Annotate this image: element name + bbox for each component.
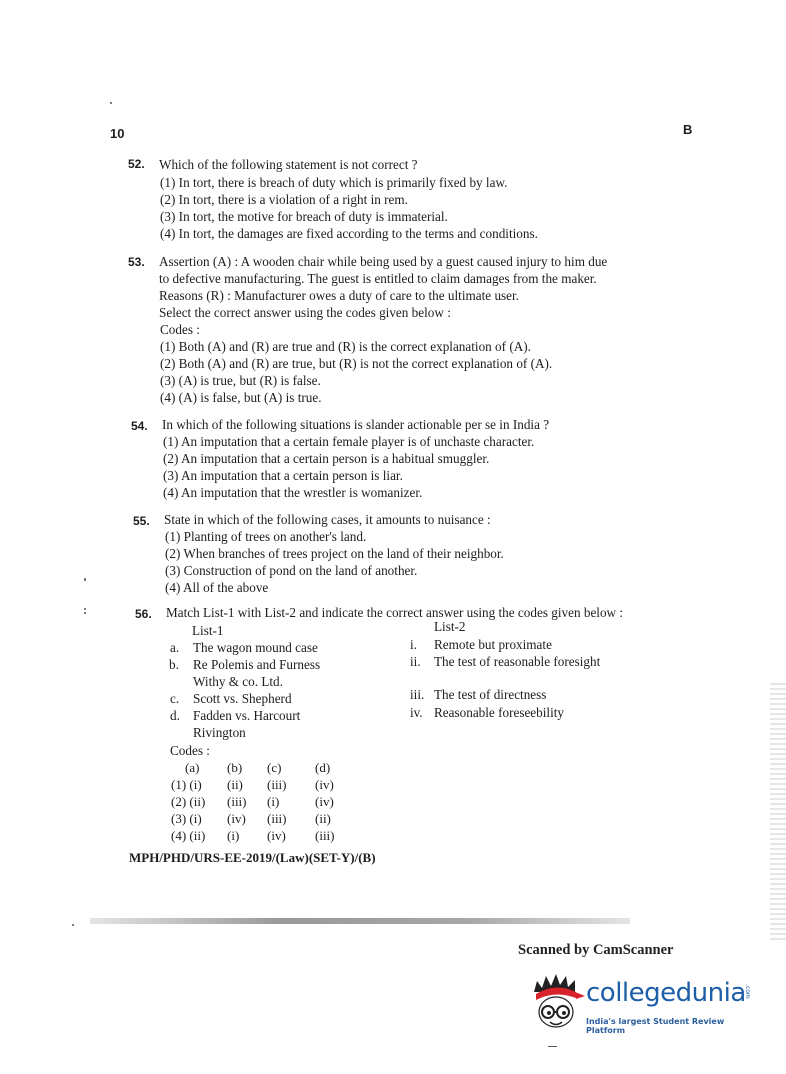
list2-label-iii: iii. [410, 687, 425, 702]
code-cell: (ii) [227, 777, 243, 792]
codes-table [171, 759, 335, 844]
list2-item-ii: The test of reasonable foresight [434, 654, 601, 669]
question-number: 55. [133, 514, 150, 528]
code-cell: (i) [189, 811, 202, 826]
scan-speck [548, 1046, 557, 1047]
option-3: (3) In tort, the motive for breach of duty is immaterial. [160, 209, 448, 224]
question-text-line: Reasons (R) : Manufacturer owes a duty of care to the ultimate user. [159, 288, 519, 303]
question-text: State in which of the following cases, it amounts to nuisance : [164, 512, 491, 527]
codes-header-d: (d) [315, 760, 331, 775]
codes-header-b: (b) [227, 760, 243, 775]
scan-speck [72, 924, 74, 926]
code-cell: (ii) [189, 828, 206, 843]
scanner-watermark: Scanned by CamScanner [518, 942, 674, 958]
code-cell: (iii) [315, 828, 335, 843]
list2-label-iv: iv. [410, 705, 423, 720]
codes-header-row [171, 759, 335, 776]
code-cell: (i) [267, 794, 280, 809]
code-option-number: (4) [171, 828, 187, 843]
list1-heading: List-1 [192, 623, 224, 638]
option-1: (1) An imputation that a certain female player is of unchaste character. [163, 434, 535, 449]
code-cell: (ii) [315, 811, 331, 826]
code-cell: (iv) [315, 794, 334, 809]
list1-label-d: d. [170, 708, 180, 723]
option-2: (2) Both (A) and (R) are true, but (R) is not the correct explanation of (A). [160, 356, 553, 371]
option-1: (1) Both (A) and (R) are true and (R) is the correct explanation of (A). [160, 339, 531, 354]
option-3: (3) (A) is true, but (R) is false. [160, 373, 321, 388]
question-number: 53. [128, 255, 145, 269]
option-4: (4) (A) is false, but (A) is true. [160, 390, 322, 405]
codes-label: Codes : [160, 322, 200, 337]
list1-item-c: Scott vs. Shepherd [193, 691, 292, 706]
code-cell: (iii) [267, 777, 287, 792]
code-option-number: (2) [171, 794, 187, 809]
codes-row [171, 793, 335, 810]
question-text: In which of the following situations is slander actionable per se in India ? [162, 417, 550, 432]
list1-label-c: c. [170, 691, 180, 706]
code-cell: (iii) [227, 794, 247, 809]
logo-tagline: India's largest Student Review Platform [586, 1017, 725, 1035]
option-4: (4) All of the above [165, 580, 269, 595]
collegedunia-logo [528, 972, 758, 1042]
list1-label-a: a. [170, 640, 180, 655]
scan-speck [84, 578, 86, 581]
codes-header-a: (a) [185, 760, 200, 775]
list1-item-d: Fadden vs. Harcourt [193, 708, 301, 723]
question-text-line: Select the correct answer using the codes given below : [159, 305, 451, 320]
list1-label-b: b. [169, 657, 179, 672]
question-number: 54. [131, 419, 148, 433]
list1-item-b-cont: Withy & co. Ltd. [193, 674, 283, 689]
option-4: (4) An imputation that the wrestler is womanizer. [163, 485, 423, 500]
code-cell: (iv) [315, 777, 334, 792]
code-option-number: (3) [171, 811, 187, 826]
codes-row [171, 827, 335, 844]
option-4: (4) In tort, the damages are fixed according to the terms and conditions. [160, 226, 538, 241]
set-letter: B [683, 122, 693, 137]
codes-label: Codes : [170, 743, 210, 758]
list2-label-i: i. [410, 637, 417, 652]
question-number: 56. [135, 607, 152, 621]
logo-wordmark: collegedunia [586, 978, 746, 1008]
scan-speck [110, 102, 112, 104]
option-2: (2) When branches of trees project on the land of their neighbor. [165, 546, 504, 561]
scan-speck [84, 612, 86, 614]
list2-label-ii: ii. [410, 654, 421, 669]
question-text-line: to defective manufacturing. The guest is entitled to claim damages from the maker. [159, 271, 597, 286]
logo-domain-suffix: .com [744, 984, 751, 999]
codes-row [171, 776, 335, 793]
scan-band [90, 918, 630, 924]
code-cell: (i) [227, 828, 240, 843]
question-number: 52. [128, 157, 145, 171]
code-cell: (iv) [267, 828, 286, 843]
option-2: (2) An imputation that a certain person is a habitual smuggler. [163, 451, 490, 466]
code-cell: (i) [189, 777, 202, 792]
list2-heading: List-2 [434, 619, 466, 634]
codes-header-c: (c) [267, 760, 282, 775]
list2-item-iii: The test of directness [434, 687, 547, 702]
option-3: (3) Construction of pond on the land of another. [165, 563, 418, 578]
code-cell: (ii) [189, 794, 206, 809]
code-cell: (iii) [267, 811, 287, 826]
footer-exam-code: MPH/PHD/URS-EE-2019/(Law)(SET-Y)/(B) [129, 850, 376, 865]
list1-item-a: The wagon mound case [193, 640, 318, 655]
list2-item-i: Remote but proximate [434, 637, 552, 652]
list1-item-d-cont: Rivington [193, 725, 246, 740]
mascot-icon [528, 972, 586, 1038]
list1-item-b: Re Polemis and Furness [193, 657, 321, 672]
scan-speck [84, 608, 86, 610]
question-text: Match List-1 with List-2 and indicate the correct answer using the codes given below : [166, 605, 624, 620]
list2-item-iv: Reasonable foreseebility [434, 705, 564, 720]
option-2: (2) In tort, there is a violation of a right in rem. [160, 192, 408, 207]
page-number: 10 [110, 126, 125, 141]
code-option-number: (1) [171, 777, 187, 792]
option-3: (3) An imputation that a certain person is liar. [163, 468, 403, 483]
scan-edge-noise [770, 680, 786, 940]
question-text: Which of the following statement is not correct ? [159, 157, 418, 172]
codes-row [171, 810, 335, 827]
option-1: (1) Planting of trees on another's land. [165, 529, 367, 544]
code-cell: (iv) [227, 811, 246, 826]
option-1: (1) In tort, there is breach of duty which is primarily fixed by law. [160, 175, 508, 190]
question-text-line: Assertion (A) : A wooden chair while being used by a guest caused injury to him due [159, 254, 608, 269]
